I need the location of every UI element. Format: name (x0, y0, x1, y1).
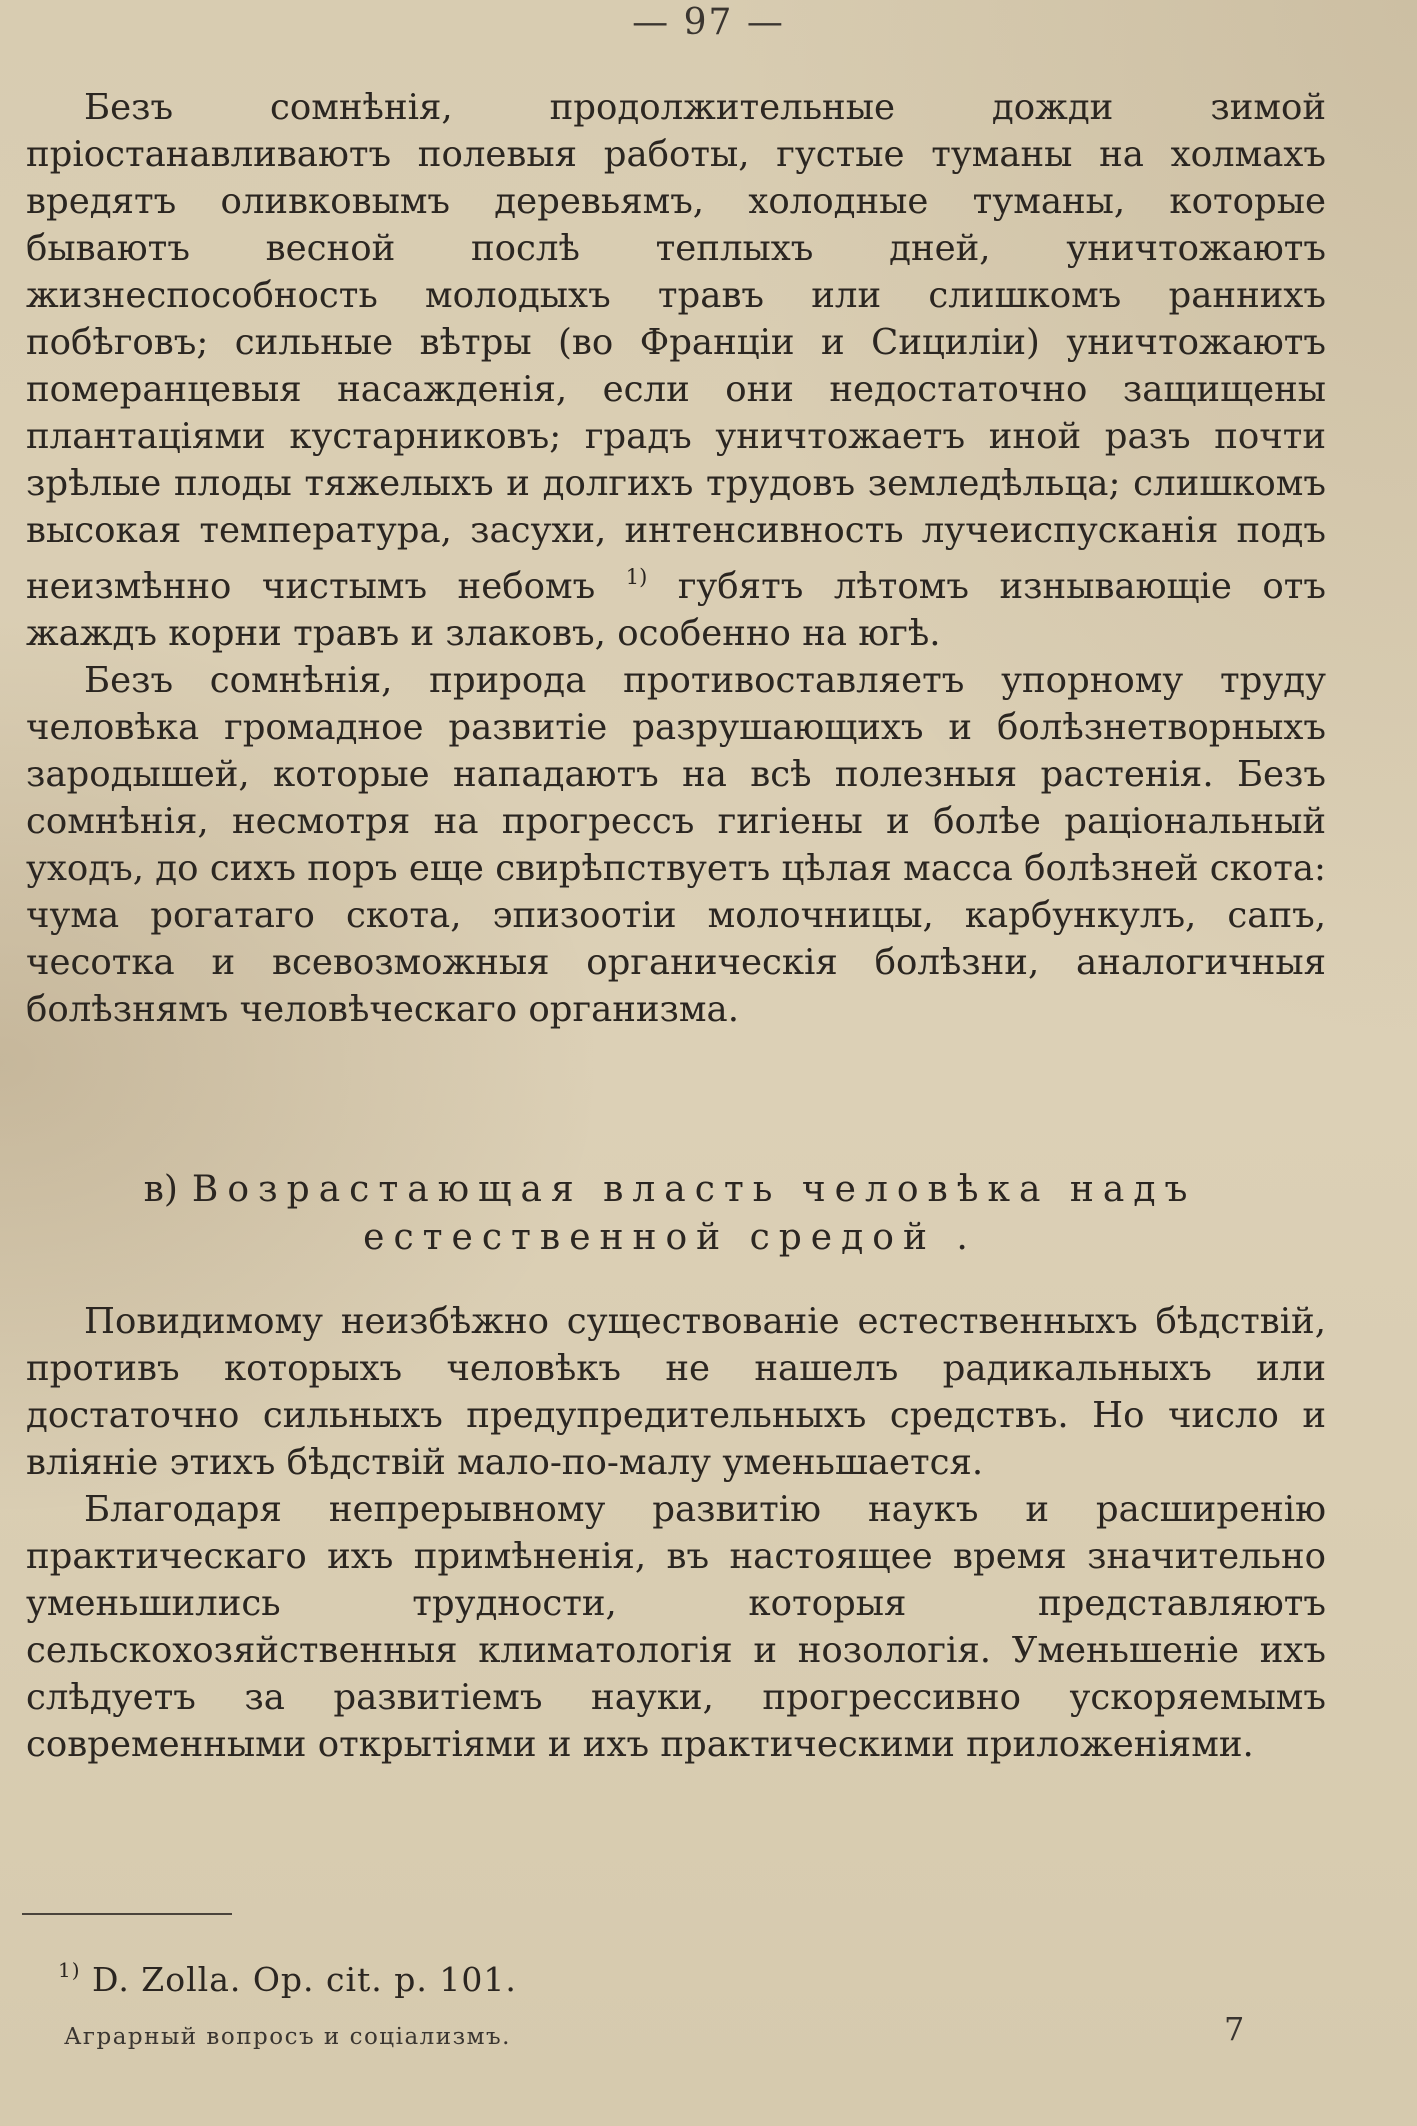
text-block-bottom (26, 1298, 1326, 1768)
footnote (58, 1958, 517, 1999)
footnote-marker: 1) (58, 1958, 81, 1982)
paragraph: Безъ сомнѣнія, природа противоставляетъ упорному труду человѣка громадное развитіе разрушающихъ и болѣзнетворныхъ зародышей, которые нападаютъ на всѣ полезныя растенія. Безъ сомнѣнія, несмотря на прогрессъ гигіены и болѣе раціональный уходъ, до сихъ поръ еще свирѣпствуетъ цѣлая масса болѣзней скота: чума рогатаго скота, эпизоотіи молочницы, карбункулъ, сапъ, чесотка и всевозможныя органическія болѣзни, аналогичныя болѣзнямъ человѣческаго организма. (26, 660, 1326, 1030)
section-marker: в) (143, 1169, 178, 1210)
paragraph: Благодаря непрерывному развитію наукъ и расширенію практическаго ихъ примѣненія, въ настоящее время значительно уменьшились трудности, которыя представляютъ сельскохозяйственныя климатологія и нозологія. Уменьшеніе ихъ слѣдуетъ за развитіемъ науки, прогрессивно ускоряемымъ современными открытіями и ихъ практическими приложеніями. (26, 1489, 1326, 1765)
footnote-reference: 1) (625, 565, 648, 589)
footnote-text: D. Zolla. Op. cit. p. 101. (92, 1960, 517, 1999)
running-footer-title: Аграрный вопросъ и соціализмъ. (64, 2024, 511, 2050)
section-heading (60, 1166, 1280, 1262)
paragraph-text: Безъ сомнѣнія, продолжительные дожди зимой пріостанавливаютъ полевыя работы, густые туманы на холмахъ вредятъ оливковымъ деревьямъ, холодные туманы, которые бываютъ весной послѣ теплыхъ дней, уничтожаютъ жизнеспособность молодыхъ травъ или слишкомъ раннихъ побѣговъ; сильные вѣтры (во Франціи и Сициліи) уничтожаютъ померанцевыя насажденія, если они недостаточно защищены плантаціями кустарниковъ; градъ уничтожаетъ иной разъ почти зрѣлые плоды тяжелыхъ и долгихъ трудовъ земледѣльца; слишкомъ высокая температура, засухи, интенсивность лучеиспусканія подъ неизмѣнно чистымъ небомъ (26, 87, 1326, 607)
footnote-divider (22, 1913, 232, 1915)
paragraph-text-continued: губятъ лѣтомъ изнывающіе отъ жаждъ корни травъ и злаковъ, особенно на югѣ. (26, 566, 1326, 654)
paragraph (26, 84, 1326, 657)
text-block-top (26, 84, 1326, 1033)
page-number: — 97 — (632, 2, 785, 43)
signature-mark: 7 (1224, 2010, 1245, 2048)
section-title: Возрастающая власть человѣка надъ естественной средой . (191, 1169, 1197, 1258)
paragraph: Повидимому неизбѣжно существованіе естественныхъ бѣдствій, противъ которыхъ человѣкъ не нашелъ радикальныхъ или достаточно сильныхъ предупредительныхъ средствъ. Но число и вліяніе этихъ бѣдствій мало-по-малу уменьшается. (26, 1301, 1326, 1483)
